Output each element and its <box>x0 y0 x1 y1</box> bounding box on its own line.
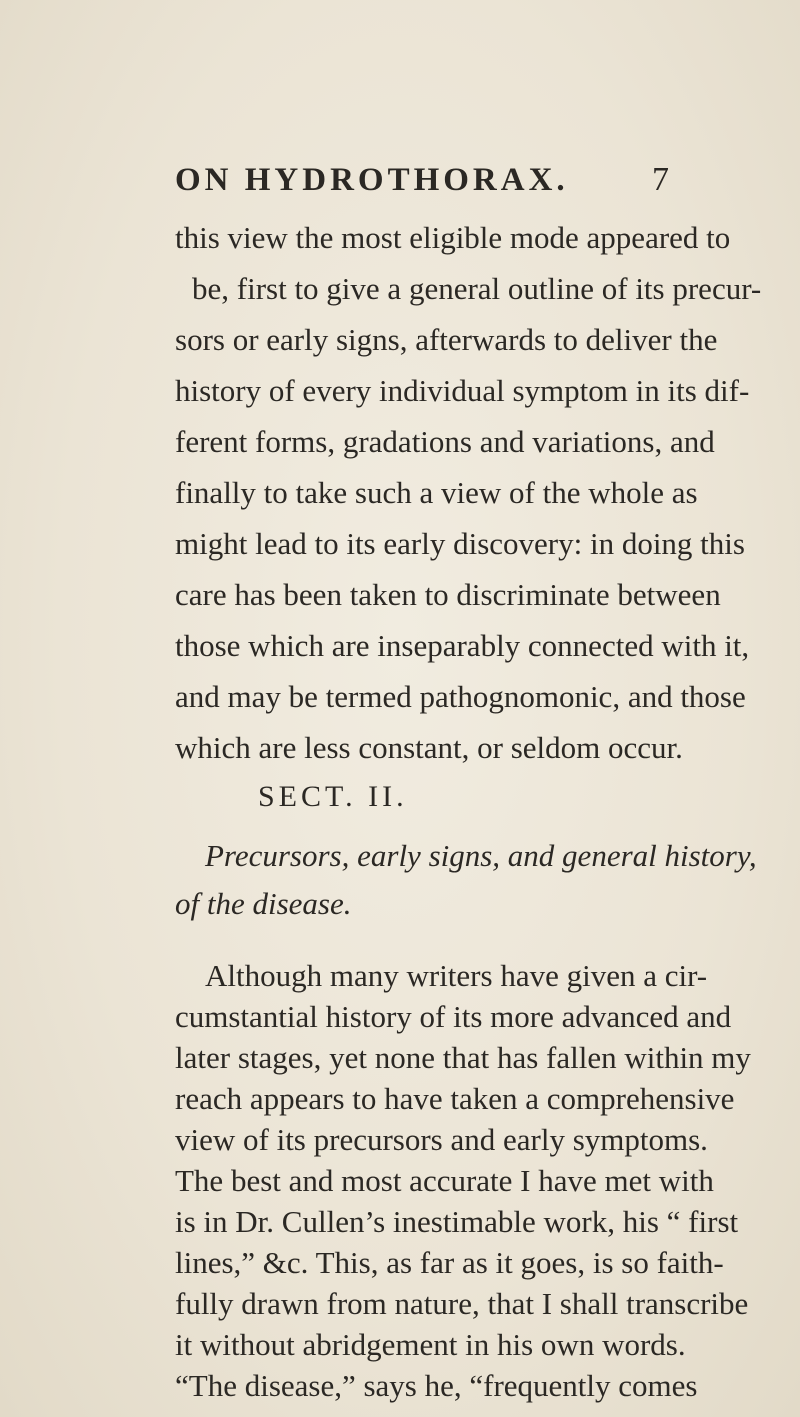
text-line: is in Dr. Cullen’s inestimable work, his “ first <box>175 1204 739 1239</box>
text-line: be, first to give a general outline of its precur- <box>192 271 762 306</box>
text-line: reach appears to have taken a comprehensive <box>175 1081 735 1116</box>
text-line: might lead to its early discovery: in doing this <box>175 526 745 561</box>
text-line: those which are inseparably connected with it, <box>175 628 750 663</box>
text-line: finally to take such a view of the whole as <box>175 475 698 510</box>
text-line: The best and most accurate I have met with <box>175 1163 714 1198</box>
text-line: which are less constant, or seldom occur. <box>175 730 683 765</box>
page-number: 7 <box>652 161 669 198</box>
text-line: cumstantial history of its more advanced and <box>175 999 732 1034</box>
running-title: ON HYDROTHORAX. <box>175 162 569 198</box>
text-line: later stages, yet none that has fallen within my <box>175 1040 751 1075</box>
text-line: this view the most eligible mode appeared to <box>175 220 731 255</box>
text-line: lines,” &c. This, as far as it goes, is so faith- <box>175 1245 724 1280</box>
running-head <box>0 160 800 200</box>
text-line: and may be termed pathognomonic, and those <box>175 679 746 714</box>
text-line: it without abridgement in his own words. <box>175 1327 686 1362</box>
text-line: history of every individual symptom in its dif- <box>175 373 750 408</box>
text-line: Although many writers have given a cir- <box>205 958 708 993</box>
text-line: care has been taken to discriminate between <box>175 577 721 612</box>
text-line: “The disease,” says he, “frequently comes <box>175 1368 698 1403</box>
text-line: ferent forms, gradations and variations, and <box>175 424 715 459</box>
text-line: view of its precursors and early symptoms. <box>175 1122 708 1157</box>
section-heading-line: of the disease. <box>175 886 352 921</box>
text-line: fully drawn from nature, that I shall transcribe <box>175 1286 749 1321</box>
section-heading-line: Precursors, early signs, and general history, <box>205 838 757 873</box>
section-number: SECT. II. <box>258 780 408 813</box>
text-line: sors or early signs, afterwards to deliver the <box>175 322 718 357</box>
